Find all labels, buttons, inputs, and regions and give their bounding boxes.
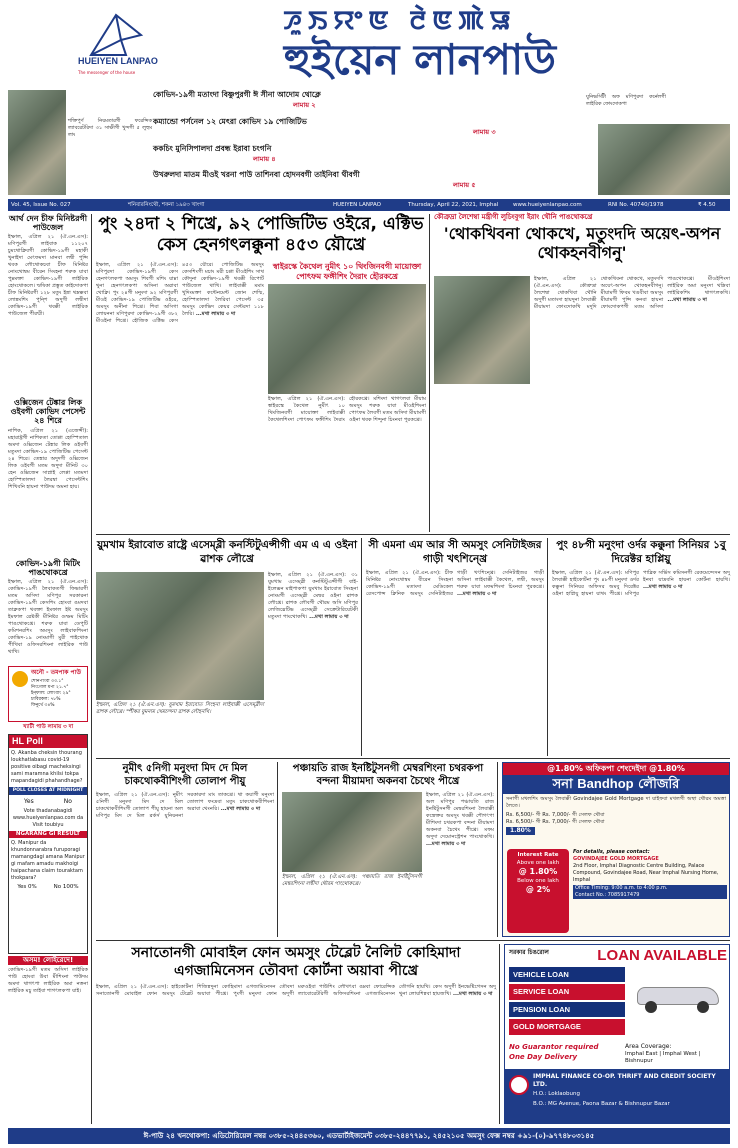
lower-center-photo <box>282 792 422 872</box>
mid-left-body <box>268 572 358 756</box>
poll-options <box>9 795 87 809</box>
above-label: Above one lakh <box>516 860 560 866</box>
bandhop-prefix: সনা <box>552 777 573 792</box>
poll-yes[interactable]: Yes <box>24 797 34 805</box>
lower-rule-1 <box>277 762 278 937</box>
loan-item: SERVICE LOAN <box>509 984 625 999</box>
left-column <box>8 214 88 1126</box>
lower-bottom-rule <box>96 940 730 941</box>
dateline-price: ₹ 4.50 <box>698 202 716 208</box>
poll-result-no: No 100% <box>53 884 79 891</box>
contact-mobile: Contact No.: 7085917479 <box>573 892 727 899</box>
left-promo <box>8 956 88 1126</box>
mid-center-headline: সী এমনা এম আর সী অমসুং সেনিটাইজর গাড়ী খৎশিন্খ্রে <box>368 539 542 565</box>
dateline-website: www.hueiyenlanpao.com <box>513 202 582 208</box>
left-story <box>8 559 88 664</box>
right-story-photo <box>434 276 530 384</box>
loan-item: PENSION LOAN <box>509 1002 625 1017</box>
teaser-photo-left <box>8 90 66 195</box>
mid-right-cont[interactable]: ...মখা লামায় ৩ দা <box>643 584 683 590</box>
lead-photo-caption: স্বাইরস্কে কৈথেল নুমীৎ ১০ থিংজিনবগী মায়োক্তা পোৎফম ফঙ্গীশিং দৈরাং হৌরকখ্রে <box>272 262 422 281</box>
dateline-bar <box>8 199 730 211</box>
loan-no-guarantor: No Guarantor required <box>509 1043 599 1051</box>
bottom-headline: সনাতোনগী মোবাইল ফোন অমসুং টেব্লেট নৈলিট কোহিমাদা এগজামিনেসন তৌবদা কোর্টনা অয়াবা পীখ্রে <box>131 945 461 979</box>
teaser-text: কোভিদ-১৯গী মতাংদা বিষ্ণুপুরগী ঈ সীনা আদোম থোক্লে <box>153 90 321 99</box>
bottom-cont[interactable]: ...মখা লামায় ৩ দা <box>453 991 493 997</box>
left-story-body: ইম্ফাল, এপ্রিল ২১ (ঐ.এন.এস): মণিপুরগী লাইবাক ১১২০৭ চুমথোক্লিবগী কোভিদ-১৯গী মহাকী খুনাইদা মেৎফমদা মানবা লম্বী পুন্সি থবক লৌথোকচবা চীফ মিনিষ্টর নোংথোম্বম বীরেন সিংহনা শরুক য়াবা পুম্নমক্তা কোভিদ-১৯গী লাইরিক হোংথোকলে। ঋষিকা প্রস্তুত কাইদোকপা চীফ মিনিষ্টরগী ১২৮ মতুং ইন্না থম্লক্কবা লোন্নমশিং পুন্শি অদুগী লম্বীদা কোভিদ-১৯গী থবক্কী লাইরিক পাউজেল পীরম্মী। <box>8 234 88 318</box>
bandhop-top: @1.80% অফিকপা শেংদেইদা @1.80% <box>503 763 729 775</box>
teaser-page: লামায় ৫ <box>453 181 476 189</box>
teaser-item[interactable] <box>153 90 583 116</box>
hl-poll <box>8 734 88 954</box>
bandhop-rate: Rs. 6,500/- গী Rs. 7,000/- গী সেলফ থৌবা <box>506 819 605 826</box>
lower-center-headline: পঞ্চায়তি রাজ ইনষ্টিটুসনগী মেম্বরশিংনা চথরকপা বন্দনা মীয়ামদা অকনবা চৈথেং পীখ্রে <box>292 763 484 787</box>
weather-box <box>8 666 88 722</box>
lead-photo-block <box>268 262 426 532</box>
weather-row: শোনপাংবা ৩৩.১° <box>31 679 64 684</box>
lower-left-headline: নুমীৎ ৫নিগী মনুংদা মিদ দে মিল চাকথোকবীশিংগী তোলাপ পীয়ু <box>122 763 248 787</box>
weather-footer: খ্যাটী পাউ লামায় ৩ দা <box>22 724 74 730</box>
logo-tagline: The messenger of the house <box>78 70 136 75</box>
weather-row: নিংগোল মপা ২১.৭° <box>31 685 69 690</box>
above-rate: @ 1.80% <box>518 867 558 876</box>
left-story-body: নাশিক, এপ্রিল ২১ (এজেন্সী): মহারাষ্ট্রগী নাশিকতা তোপ্পা হোস্পিতাল অমদা ওক্সিজেন টেঙ্কার লিক ওইবগী মতুংদা কোভিদ-১৯ পোজিটিভ পেসেন্ট ২৪ শিরে। তেঙ্কার অদুদগী ওক্সিজেন লিক ওইবগী মতম অদুদা মীনিট ৩০ হেন ওক্সিজেন সাপ্লাই লেপ্পা মতমদা হোস্পিতালদা লৈরম্বা পেসেন্টশিং শিখিবনি হায়না পাউদম অমনা হায়। <box>8 427 88 490</box>
hueiyen-logo <box>66 10 158 80</box>
car-icon <box>631 975 725 1015</box>
poll-result-yes: Yes 0% <box>17 884 37 891</box>
lead-headline: পুং ২৪দা ২ শিখ্রে, ৯২ পোজিটিভ ওইরে, এক্টিভ কেস হেনগৎলক্কুনা ৪৫৩ য়ৌখ্রে <box>98 214 424 255</box>
teaser-page: লামায় ২ <box>293 101 316 109</box>
bandhop-ad <box>502 762 730 937</box>
lower-center-story <box>282 762 494 937</box>
teaser-caption-left: শক্তিপুর্ণ নিয়মতারগী ফরেন্সিক ল্যাবরেটরিদা ৩১ সাক্ষীগী খুন্দগী ৫ লুহুম লাং <box>68 118 152 138</box>
dateline-weekday: শনিবারনিংথৌ, শকনা ১৯৪৩ খাংগা <box>128 202 205 208</box>
mid-right-story <box>552 538 730 756</box>
promo-title: অসম! লোইরেদে! <box>8 956 88 965</box>
loan-coverage: Imphal East | Imphal West | Bishnupur <box>625 1051 701 1064</box>
mid-rule-1 <box>361 538 362 756</box>
loan-society-band <box>505 1069 729 1123</box>
interest-label: Interest Rate <box>517 852 559 858</box>
teaser-photo-right <box>598 124 730 195</box>
loan-ho: H.O.: Loklaobung <box>533 1091 580 1097</box>
loan-kicker: সরকার চিঙরোল <box>509 949 549 956</box>
right-story-text: ইম্ফাল, এপ্রিল ২১ (ঐ.এন.এস): কৌত্রুদ্রা লৈশেম্বা থোকখিবা থৌনি অদুগী মতাংদা হায়দুনা লৈবাক্কী মীয়ামদা ফোংদোকখি মদুদি থোকখিবনা থোকখে, মতুংদদি অয়েৎ-অপন থোকহনবীগনু। মীয়ামগী ফিবম খঙবীবা অমসুং মীয়ামগী পুন্সি কনবা হায়না ফোংদোকপগী মতম অসিদা পাঙথোকখ্রে। মীওইশিংদা লাইরিক অমা মনুংদা থম্লিবা লাইরিকশিং থাগৎলকখি। <box>534 276 730 310</box>
mid-center-cont[interactable]: ...মখা লামায় ৩ দা <box>457 591 497 597</box>
dateline-rni: RNI No. 40740/1978 <box>608 202 664 208</box>
teaser-text: ককচিং মুনিসিপালদা প্রবন্ধ ইরাবা চংগনি <box>153 144 272 153</box>
bandhop-brand-row <box>503 775 729 794</box>
masthead-title: হুইয়েন লানপাউ <box>284 35 556 84</box>
mid-right-text: ইম্ফাল, এপ্রিল ২১ (ঐ.এন.এস): মণিপুর লৈবাক্কী হাইকোর্টনা পুং ৪৮গী মনুংদা ওর্দর কক্কুনা সিনিয়র অফিসর অমবু দিরেক্টর ওইনা হাপ্লিয়ু হায়না য়াথং পীখ্রে। মণিপুর পাব্লিক সর্ভিস কমিসনগী রেকমেন্দেসন অদু ইনবা য়াদ্রবনি হায়না কোর্টনা হায়খি। <box>552 570 730 597</box>
mid-left-headline: য়ুমখাম ইরাবোত রাষ্ট্রে এসেম্ব্লী কনস্টিটুএন্সীগী এম এ এ ওইনা ৱাশক লৌখ্রে <box>97 539 357 565</box>
lower-center-cont[interactable]: ...মখা লামায় ৩ দা <box>426 841 466 847</box>
weather-row: চাবিরকল: ৭৮% <box>31 697 61 702</box>
lead-right-rule <box>429 214 430 532</box>
lower-rule-2 <box>497 762 498 937</box>
right-story-body <box>534 276 730 528</box>
masthead-script-title: ꯍꯨꯏꯌꯦꯟ ꯂꯥꯟꯄꯥꯎ <box>283 6 517 36</box>
loan-coverage-label: Area Coverage: <box>625 1043 672 1050</box>
weather-label: অনৌ - তমপাক পাউ <box>31 669 81 676</box>
top-teaser-band <box>8 90 730 198</box>
lead-story <box>96 214 426 532</box>
poll-closes: POLL CLOSES AT MIDNIGHT <box>9 787 87 795</box>
weather-rows <box>31 679 87 709</box>
logo-name: HUEIYEN LANPAO <box>78 56 158 66</box>
dateline-paper: HUEIYEN LANPAO <box>333 202 381 208</box>
bandhop-interest-box <box>507 849 569 933</box>
left-column-rule <box>91 214 92 1124</box>
mid-left-text: ইম্ফাল, এপ্রিল ২১ (ঐ.এন.এস): ৩১ য়ুমখাম এসেম্ব্লী কনস্টিটুএন্সীগী বাই-ইলেক্সন মাইপাকপা য়ুমখাম ইরাবোত সিংহনা নোংমগী এসেম্ব্লী মেম্বর ওইনা ৱাশক লৌখ্রে। ৱাশক লৌবগী থৌরম অসি মণিপুর লেজিস্লেটিভ এসেম্ব্লী সেক্রেটারিয়েটকী মতুংদা পাংথোকখি। <box>268 572 358 620</box>
lower-center-text: ইম্ফাল, এপ্রিল ২১ (ঐ.এন.এস): অল মণিপুর পঞ্চায়তি রাজ ইনষ্টিটুসনগী মেম্বরশিংনা লৈবাক্কী কন্ত্রেক্তর অমসুং থবক্কী শৌগৎপা মীশিংদা চথরকপা বন্দনা মীয়ামদা অকনবা চৈথেং পীখ্রে। মফম অদুদা দেমোনস্ট্রেশন পাংথোকখি। <box>426 792 494 840</box>
poll-result-values <box>9 884 87 891</box>
loan-item: VEHICLE LOAN <box>509 967 625 982</box>
bandhop-contact <box>573 849 727 933</box>
right-story-headline: 'থোকখিবনা থোকখে, মতুংদদি অয়েৎ-অপন থোকহনবীগনু' <box>443 223 721 262</box>
teaser-text: উখরুলদা মাতম মীওই খরনা পাউ তাশিনবা হোদনবগী তাইনিবা থীবগী <box>153 170 360 179</box>
lead-body-cont[interactable]: ...মখা লামায় ৩ দা <box>195 311 236 317</box>
dateline-vol: Vol. 45, Issue No. 027 <box>11 202 71 208</box>
left-story-title: আর্থ দেন চীফ মিনিষ্টরগী পাউজেল <box>8 214 88 233</box>
bottom-body <box>96 984 496 1122</box>
poll-vote-text[interactable]: Vote thadanabagidi www.hueiyenlanpao.com da Visit toubiyu <box>12 808 84 829</box>
mid-left-caption: ইম্ফাল, এপ্রিল ২১ (ঐ.এন.এস): য়ুমখাম ইরাবোত সিংহনা লাইবাক্কী এসেম্ব্লীদা ৱাশক লৌখ্রে। স্পীকর য়ুমনাম খেমচন্দনা ৱাশক লৌহনখি। <box>96 702 264 715</box>
mid-center-text: ইম্ফাল, এপ্রিল ২১ (ঐ.এন.এস): চীফ মিনিষ্টর নোংথোম্বম বীরেন সিংহনা কোভিদ-১৯গী মতাংদা মেডিকেল রেসপোন্স ক্লিনিক অমসুং সেনিটাইজর গাড়ী খৎশিন্খ্রে। সেনিটাইজর গাড়ী অসিনা লাইবাক্কী কৈথেল, লম্বী, অমসুং শরুক য়াবা মফমশিংদা চিংনবা পুরকখ্রে। <box>366 570 544 597</box>
poll-question: Q. Akanba cheksin thourang loukhatlabasu covid-19 positive oibagi macheksingi sami maramna khilsi tokpa mapandagidi phahandhage? <box>11 750 83 785</box>
right-story <box>434 214 730 532</box>
bandhop-suffix: লৌজরি <box>638 777 680 792</box>
teaser-item[interactable] <box>153 117 583 143</box>
teaser-page: লামায় ৪ <box>253 155 276 163</box>
teaser-page: লামায় ৩ <box>473 128 496 136</box>
mid-rule-2 <box>547 538 548 756</box>
weather-row: ইন্ফাল: লোংবাং ২৯° <box>31 691 71 696</box>
below-rate: @ 2% <box>525 885 551 894</box>
promo-body: কোভিদ-১৯গী মতম অসিদা লাইরিক পাউ হোংবা উবা মীশিংনা পাউদম অমদা থাগৎপা লাইরিক অমা নত্তনা লাইরিক মচু তাইবা শাগৎলকপা য়াই। <box>8 966 88 994</box>
mid-center-body <box>366 570 544 754</box>
right-story-kicker: কৌত্রুদ্রা লৈশেম্বা মন্ত্রীগী লুচিংবুগা ইরাং থৌনি পাঙথোকখ্রে <box>434 213 593 221</box>
lower-left-story <box>96 762 274 937</box>
origami-bird-icon <box>86 10 146 58</box>
loan-title: LOAN AVAILABLE <box>597 947 727 964</box>
loan-item: GOLD MORTGAGE <box>509 1019 625 1034</box>
weather-row: ফিনুর্থে ৩৪% <box>31 703 55 708</box>
mid-center-story <box>366 538 544 756</box>
left-story <box>8 214 88 384</box>
bottom-story <box>96 944 496 1124</box>
loan-items <box>509 967 625 1035</box>
mid-left-photo <box>96 572 264 700</box>
poll-no[interactable]: No <box>63 797 72 805</box>
lower-left-body <box>96 792 274 937</box>
teaser-list <box>153 90 583 195</box>
loan-society: IMPHAL FINANCE CO-OP. THRIFT AND CREDIT SOCIETY LTD. <box>533 1073 716 1088</box>
dateline-date: Thursday, April 22, 2021, Imphal <box>408 202 499 208</box>
contact-hours: Office Timing: 9:00 a.m. to 4:00 p.m. <box>573 885 727 892</box>
poll-result-question: Q. Manipur da khundonnarabra furuporagi mamangdagi amana Manipur gi mafam amadu makhoigi haipachana claim touraktam thokpara? <box>11 840 85 882</box>
loan-one-day: One Day Delivery <box>509 1053 578 1061</box>
sun-cloud-icon <box>12 671 28 687</box>
footer-bar: ঈ-পাউ ২৪ খনথোকপা: এডিটোরিয়েল নম্বর ০৩৮৫-২৪৪৫৩৬০, এডভার্টাইজমেন্ট ০৩৮৫-২৪৪৭৭৯১, ২৪৫২১০৫ অমসুং ফেক্স নম্বর +৯১-(০)-৯৭৭৪৮০৩১৪৫ <box>8 1128 730 1144</box>
loan-bo: B.O.: MG Avenue, Paona Bazar & Bishnupur Bazar <box>533 1101 670 1107</box>
teaser-text: কম্যান্ডো পর্সনেল ১২ মেৎরা কোভিদ ১৯ পোজিটিভ <box>153 117 307 126</box>
lead-photo <box>268 284 426 394</box>
bandhop-rate-badge: 1.80% <box>506 827 535 835</box>
bandhop-rate: Rs. 6,500/- গী Rs. 7,000/- গী সেলফ থৌবা <box>506 812 605 819</box>
left-story <box>8 398 88 558</box>
lower-center-body <box>426 792 494 937</box>
right-story-cont[interactable]: ...মখা লামায় ৩ দা <box>667 297 707 303</box>
teaser-item[interactable] <box>153 144 583 170</box>
mid-left-story <box>96 538 358 756</box>
teaser-caption-right: যুনিভর্সিটী অফ মণিপুরদা কর্নেলগী লাইরিক ফোংদোকপা <box>586 94 666 107</box>
left-story-title: কোভিদ-১৯গী মিটিং পাঙথোকখ্রে <box>15 559 81 578</box>
contact-shop: GOVINDAJEE GOLD MORTGAGE <box>573 856 659 862</box>
mid-bottom-rule <box>96 758 730 759</box>
left-story-title: ওক্সিজেন টেঙ্কার লিক ওইবগী কোভিদ পেসেন্ট ২৪ শিরে <box>10 398 86 426</box>
bandhop-brand: Bandhop <box>577 776 634 791</box>
poll-title: HL Poll <box>9 735 87 748</box>
society-logo-icon <box>509 1075 529 1095</box>
contact-address: 2nd Floor, Imphal Diagnostic Centre Building, Palace Compound, Govindajee Road, Near Imphal Nursing Home, Imphal <box>573 863 719 883</box>
loan-ad <box>504 944 730 1124</box>
lead-body-text: ইম্ফাল, এপ্রিল ২১ (ঐ.এন.এস): মণিপুরদা কোভিদ-১৯গী কেস হেনগৎলকপা অমসুং শিবগী মশিং য়াম্না থুনা হেনগৎলকপা অসিনা অৱাবা থোক্লি। পুং ২৪গী মনুংদা ৯২ মণিপুরগী মীওই কোভিদ-১৯ পোজিটিভ ওইরে, অমসুং অনীনা শিখ্রে। শিবা অসিগা লোয়ননা মণিপুরদা কোভিদ-১৯গী ৩৮২ মীওইনা শিখ্রে। হৌজিক এক্টিভ কেস ৪৫৩ য়ৌরে। পোজিটিভ অমসুং কেসশিংগী মচাং মরী চপ্পা মীওইশিং সাথ কৌদুনা কোভিদ-১৯গী থবক্কী রিপোর্ট পাউজেল থাখি। লাইবাক্কী মমাং খুদিংমক্তা কন্টেনমেন্ট জোন শেম্মি, হোস্পিতালদা লৈরিবা পেসেন্ট ৩৫ অমসুং কোভিদ কেয়র সেন্টরদা ১১৮ লৈরি। <box>96 262 264 324</box>
left-story-body: ইম্ফাল, এপ্রিল ২১ (ঐ.এন.এস): কোভিদ-১৯গী লৈবাকতগী ফিভারগী মতম অসিদা মণিপুর সরকারনা কোভিদ-১৯গী কেসশিং হোংবা ঙমদবা তাক্লকপা থবক্তা ইমফাল ইষ্ট অমসুং ইমফাল ৱেষ্টকী মীনিষ্টর গুম্ফম মিটিং পাঙথোকখ্রে। শরুক য়াবা ডেপুটি কমিশনরশিং অমসুং লাইবাকশিংনা কোভিদ-১৯ নোংমাগী মুরী পাইথোক পীখিবা ওফিসরশিংনা লাইরিক পাউ থাখি। <box>8 579 88 656</box>
lower-left-text: ইম্ফাল, এপ্রিল ২১ (ঐ.এন.এস): নুমীৎ ৫নিগী মনুংদা মিদ দে মিল চাকথোকবীশিংগী তোলাপ পীয়ু হায়না অল মণিপুর মিদ দে মিল ৱর্কর্স য়ুনিয়ননা সরকারদা মাং তাকখ্রে। থা কয়াগী মনুংদা তোলাপ ফংদ্রবা মতুং চাকথোকবীশিংনা অৱাবা থেংনরি। <box>96 792 274 819</box>
bottom-text: ইম্ফাল, এপ্রিল ২১ (ঐ.এন.এস): হাইকোর্টনা সনাতোনগী মোবাইল ফোন অমসুং টেব্লেট শিজিন্নদুনা কোহিমাদা এগজামিনেসন তৌবদা অয়াবা পীখ্রে। পুংগী মনুংদা ফোন অদুগী মরুওইবা পাউশিং লৌখৎবা ঙম্নবা ফোরেন্সিক ল্যাবোরেটরিগী অফিসরশিংনা এগজামিনেসন তৌগনি হায়খি। কেস অদুগী ইনভেষ্টিগেসন অদু থুনা লোয়শিন্নবা হায়জখি। <box>96 984 496 997</box>
mid-right-headline: পুং ৪৮গী মনুংদা ওর্দর কক্কুনা সিনিয়র ১বু দিরেক্টর হাপ্লিয়ু <box>556 539 726 565</box>
mid-right-body <box>552 570 730 754</box>
lead-bottom-rule <box>96 534 730 535</box>
below-label: Below one lakh <box>517 878 559 884</box>
mid-left-cont[interactable]: ...মখা লামায় ৩ দা <box>309 614 349 620</box>
lead-photo-text: ইম্ফাল, এপ্রিল ২১ (ঐ.এন.এস): স্বাইরস্কে কৈথেল নুমীৎ ১০ থিংজিনবগী মায়োক্তা লাইবাক্কী কৈথেলশিংদা পোৎফম ফঙ্গীশিং দৈরাং হৌরকখ্রে। মশিংদা থাগৎলবা মীয়াম অমসুং শরুক য়াবা মীওইশিংনা পোৎফম লৈবগী মতম অসিদা মীয়ামগী ওইনা থবক শিন্দুনা চিংনবা পুরকখ্রে। <box>268 396 426 423</box>
lower-left-cont[interactable]: ...মখা লামায় ৩ দা <box>220 806 261 812</box>
lead-body <box>96 262 264 532</box>
contact-title: For details, please contact: <box>573 849 650 855</box>
lower-center-caption: ইম্ফাল, এপ্রিল ২১ (ঐ.এন.এস): পঞ্চায়তি রাজ ইনষ্টিটুসনগী মেম্বরশিংনা লম্বীদা থৌরম পাংথোকখ্রে। <box>282 874 422 887</box>
masthead <box>0 0 738 88</box>
teaser-item[interactable] <box>153 170 583 195</box>
bottom-rule <box>499 944 500 1124</box>
poll-result-title: NGARANG GI RESULT <box>9 831 87 838</box>
bandhop-body: সনাগী মখলশিং অমসুং লৈবাক্কী Govindajee Gold Mortgage দা য়াইফবা মখলগী অস্থা থৌরম অমত্তা লৈতে। <box>506 796 726 810</box>
